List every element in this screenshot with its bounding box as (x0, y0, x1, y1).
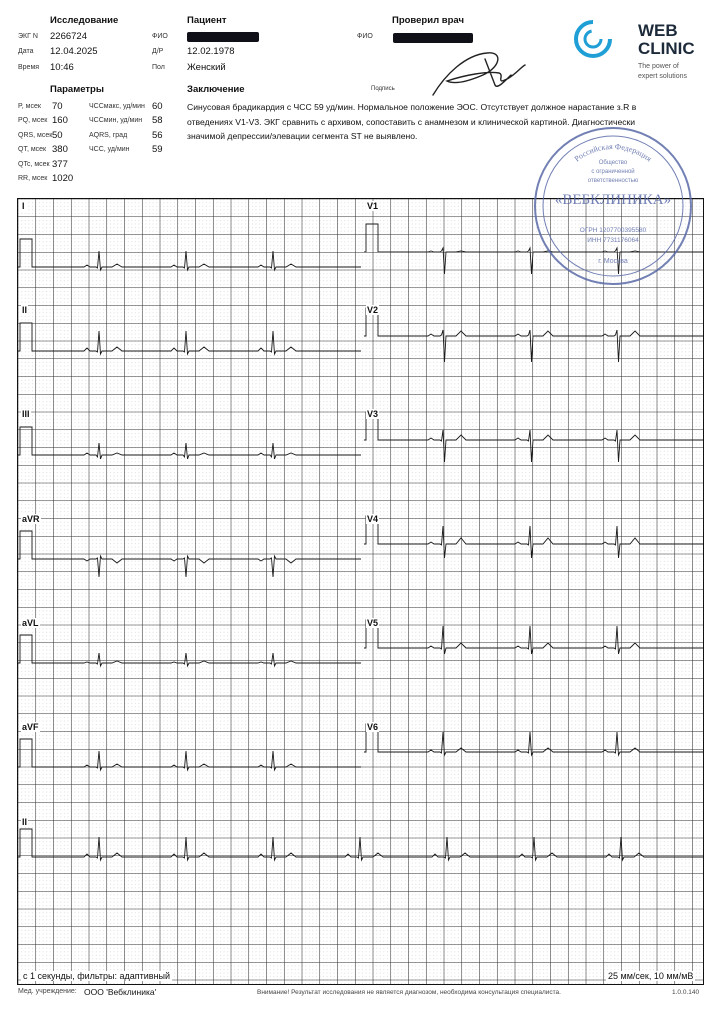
param-hrmax-value: 60 (152, 101, 163, 112)
lead-label-avr: aVR (22, 514, 40, 524)
param-qrs-value: 50 (52, 130, 63, 141)
ecg-tracing-area (17, 198, 704, 985)
lead-label-v3: V3 (367, 409, 379, 419)
lead-label-iii: III (22, 409, 30, 419)
param-hrmin-value: 58 (152, 115, 163, 126)
lead-label-v1: V1 (367, 201, 379, 211)
patient-heading: Пациент (187, 15, 227, 26)
param-rr-value: 1020 (52, 173, 74, 184)
institution-label: Мед. учреждение: (18, 988, 77, 995)
patient-sex-label: Пол (152, 64, 165, 71)
params-heading: Параметры (50, 84, 104, 95)
signature-label: Подпись (371, 86, 395, 92)
param-aqrs-value: 56 (152, 130, 163, 141)
speed-gain-info: 25 мм/сек, 10 мм/мВ (608, 971, 694, 981)
ecg-trace-ii (18, 323, 361, 354)
version-text: 1.0.0.140 (672, 989, 700, 996)
webclinic-logo-icon (571, 19, 633, 59)
patient-sex-value: Женский (187, 62, 226, 73)
ecg-trace-ii-rhythm (18, 829, 704, 860)
param-aqrs-label: AQRS, град (89, 132, 128, 139)
param-hr-value: 59 (152, 144, 163, 155)
param-hrmax-label: ЧССмакс, уд/мин (89, 103, 145, 110)
time-label: Время (18, 64, 40, 71)
filter-info: с 1 секунды, фильтры: адаптивный (23, 971, 171, 981)
lead-label-ii: II (22, 305, 28, 315)
lead-label-i: I (22, 201, 25, 211)
patient-dob-value: 12.02.1978 (187, 46, 235, 57)
study-heading: Исследование (50, 15, 119, 26)
ecg-trace-i (18, 239, 361, 270)
date-label: Дата (18, 48, 34, 55)
stamp-ogrn: ОГРН 1207700395580 (579, 227, 647, 234)
disclaimer-text: Внимание! Результат исследования не является диагнозом, необходима консультация специалиста. (257, 989, 561, 996)
lead-label-v2: V2 (367, 305, 379, 315)
stamp-top-arc-text: Российская Федерация (572, 141, 654, 164)
param-hrmin-label: ЧССмин, уд/мин (89, 117, 143, 124)
param-qt-label: QT, мсек (18, 146, 47, 153)
lead-label-avl: aVL (22, 618, 39, 628)
patient-dob-label: Д/Р (152, 48, 164, 55)
clinic-stamp (530, 124, 696, 288)
stamp-city: г. Москва (598, 258, 628, 265)
brand-name-line1: WEB (638, 21, 678, 40)
param-p-label: P, мсек (18, 103, 41, 110)
conclusion-line-2: отведениях V1-V3. ЭКГ сравнить с архивом, сопоставить с анамнезом и клинической картиной. Диагностически (187, 116, 636, 127)
param-p-value: 70 (52, 101, 63, 112)
doctor-fio-label: ФИО (357, 33, 373, 40)
patient-fio-label: ФИО (152, 33, 168, 40)
lead-label-v5: V5 (367, 618, 379, 628)
stamp-org-line3: ответственностью (587, 178, 639, 184)
brand-tagline-line2: expert solutions (638, 73, 688, 80)
patient-name-redaction (187, 32, 259, 42)
doctor-name-redaction (393, 33, 473, 43)
lead-label-v4: V4 (367, 514, 379, 524)
ecg-number-label: ЭКГ N (18, 33, 38, 40)
ecg-grid-lines (18, 199, 704, 985)
ecg-trace-v6 (364, 724, 704, 755)
ecg-trace-iii (18, 427, 361, 459)
ecg-trace-v2 (364, 308, 704, 362)
param-rr-label: RR, мсек (18, 175, 48, 182)
brand-tagline-line1: The power of (638, 63, 679, 70)
param-qrs-label: QRS, мсек (18, 132, 53, 139)
ecg-trace-v4 (364, 516, 704, 558)
institution-name: ООО 'Вебклиника' (84, 987, 157, 997)
time-value: 10:46 (50, 62, 74, 73)
brand-name-line2: CLINIC (638, 39, 695, 58)
ecg-number-value: 2266724 (50, 31, 87, 42)
stamp-inn: ИНН 7731176064 (587, 237, 639, 244)
doctor-signature (425, 45, 535, 105)
lead-label-v6: V6 (367, 722, 379, 732)
param-hr-label: ЧСС, уд/мин (89, 146, 130, 153)
conclusion-line-1: Синусовая брадикардия с ЧСС 59 уд/мин. Нормальное положение ЭОС. Отсутствует должное нарастание з.R в (187, 102, 637, 112)
date-value: 12.04.2025 (50, 46, 98, 57)
param-qtc-value: 377 (52, 159, 68, 170)
ecg-trace-avf (18, 739, 361, 770)
param-qtc-label: QTc, мсек (18, 161, 50, 168)
doctor-heading: Проверил врач (392, 15, 464, 26)
conclusion-heading: Заключение (187, 84, 245, 95)
stamp-center-text: «ВЕБКЛИНИКА» (554, 192, 672, 208)
ecg-trace-avl (18, 635, 361, 666)
ecg-trace-v3 (364, 412, 704, 462)
stamp-org-line2: с ограниченной (591, 169, 635, 175)
param-pq-label: PQ, мсек (18, 117, 48, 124)
conclusion-line-3: значимой депрессии/элевации сегмента ST не выявлено. (187, 131, 418, 141)
lead-label-ii-rhythm: II (22, 817, 28, 827)
param-pq-value: 160 (52, 115, 68, 126)
stamp-org-line1: Общество (598, 160, 628, 166)
ecg-svg (18, 199, 704, 985)
param-qt-value: 380 (52, 144, 68, 155)
lead-label-avf: aVF (22, 722, 39, 732)
